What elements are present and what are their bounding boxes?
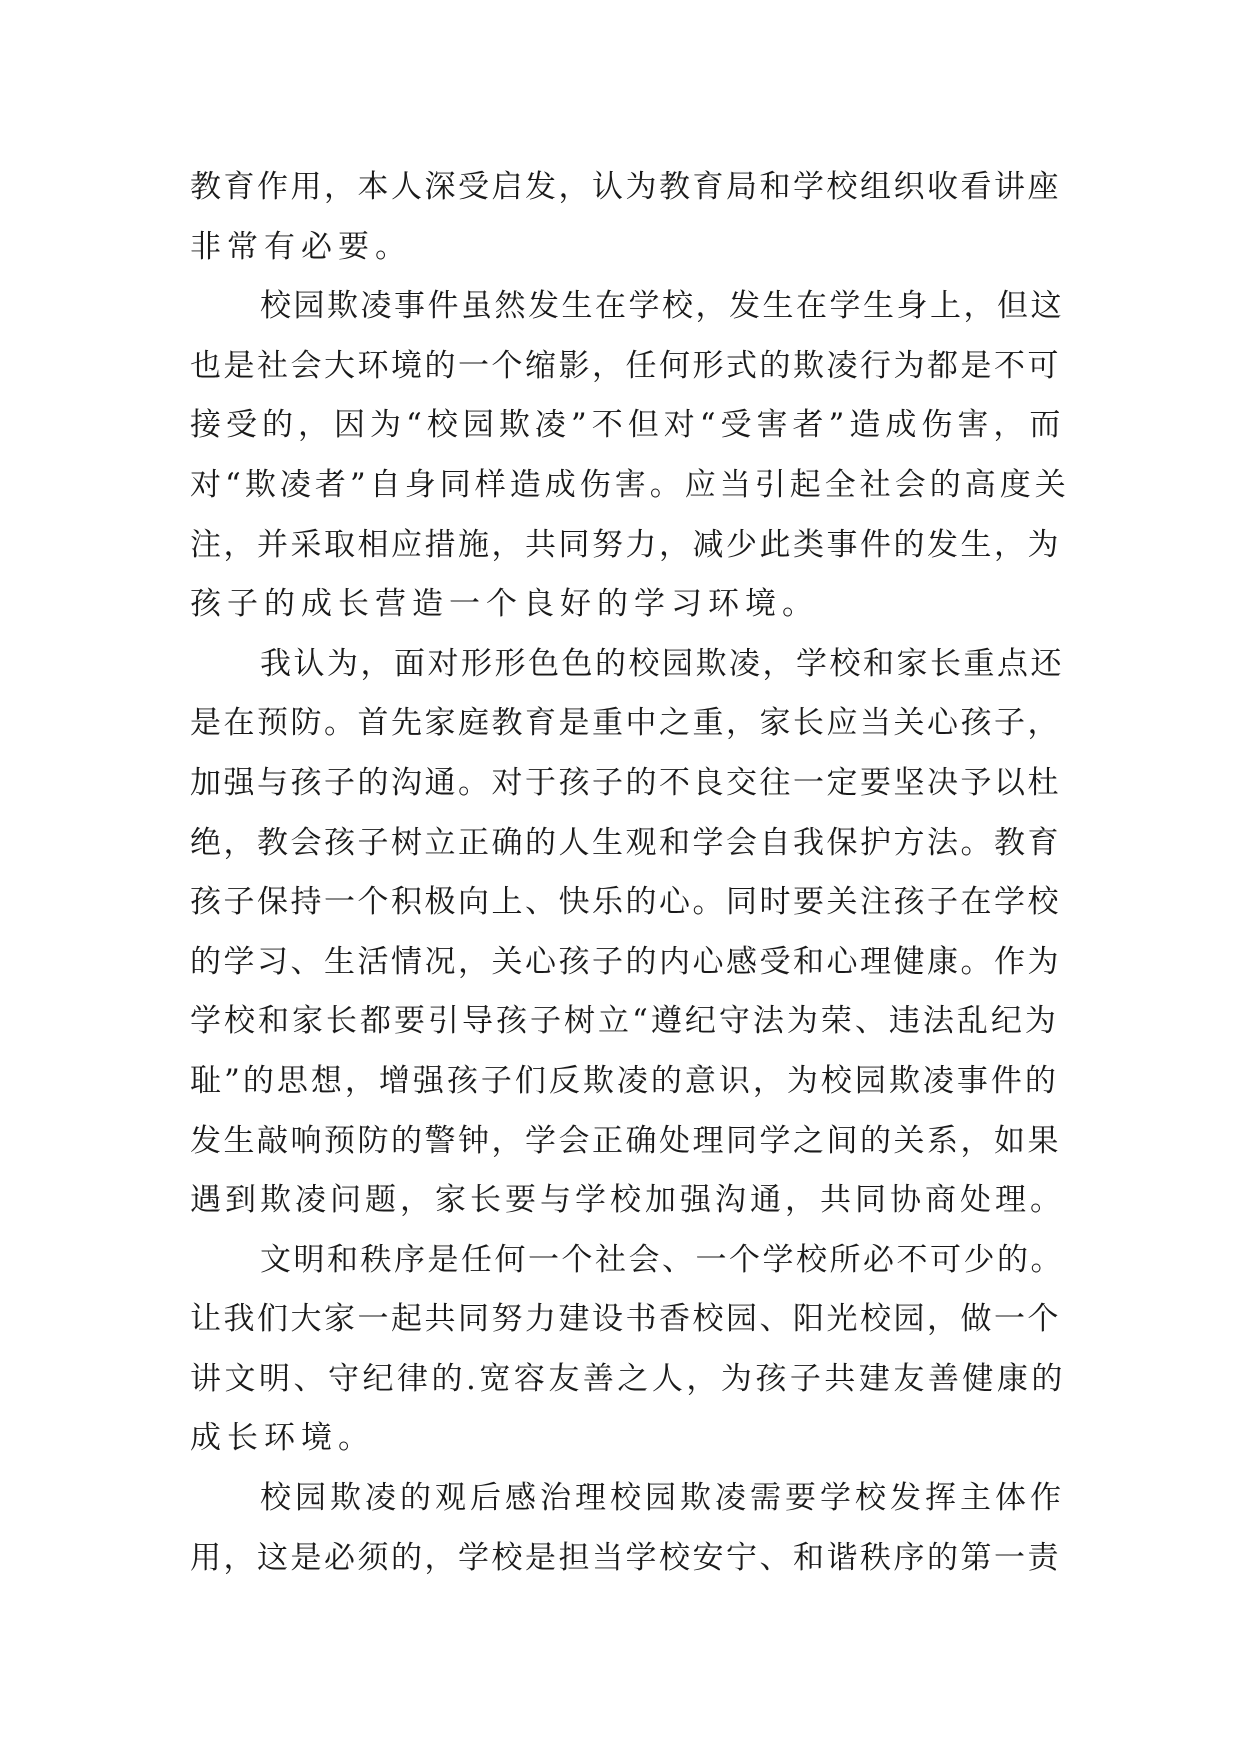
text-line: 发生敲响预防的警钟，学会正确处理同学之间的关系，如果 <box>190 1122 1061 1159</box>
text-line: 绝，教会孩子树立正确的人生观和学会自我保护方法。教育 <box>190 824 1061 861</box>
text-line: 孩子的成长营造一个良好的学习环境。 <box>190 586 819 623</box>
text-line: 对“欺凌者”自身同样造成伤害。应当引起全社会的高度关 <box>190 466 1070 503</box>
text-line: 孩子保持一个积极向上、快乐的心。同时要关注孩子在学校 <box>190 884 1061 921</box>
text-line: 是在预防。首先家庭教育是重中之重，家长应当关心孩子， <box>190 705 1061 742</box>
text-line: 耻”的思想，增强孩子们反欺凌的意识，为校园欺凌事件的 <box>190 1062 1059 1099</box>
text-line: 教育作用，本人深受启发，认为教育局和学校组织收看讲座 <box>190 169 1061 205</box>
text-line: 注，并采取相应措施，共同努力，减少此类事件的发生，为 <box>190 526 1061 563</box>
text-line: 用，这是必须的，学校是担当学校安宁、和谐秩序的第一责 <box>190 1539 1061 1576</box>
text-line: 校园欺凌的观后感治理校园欺凌需要学校发挥主体作 <box>260 1480 1065 1517</box>
text-line: 学校和家长都要引导孩子树立“遵纪守法为荣、违法乱纪为 <box>190 1003 1059 1040</box>
text-line: 成长环境。 <box>190 1420 375 1457</box>
text-line: 加强与孩子的沟通。对于孩子的不良交往一定要坚决予以杜 <box>190 764 1061 801</box>
text-line: 让我们大家一起共同努力建设书香校园、阳光校园，做一个 <box>190 1301 1061 1338</box>
text-line: 接受的，因为“校园欺凌”不但对“受害者”造成伤害，而 <box>190 407 1066 444</box>
text-line: 我认为，面对形形色色的校园欺凌，学校和家长重点还 <box>260 645 1064 682</box>
document-body <box>190 158 1070 1588</box>
text-line: 非常有必要。 <box>190 228 412 265</box>
text-line: 校园欺凌事件虽然发生在学校，发生在学生身上，但这 <box>260 288 1064 325</box>
text-line: 文明和秩序是任何一个社会、一个学校所必不可少的。 <box>260 1241 1064 1278</box>
text-line: 的学习、生活情况，关心孩子的内心感受和心理健康。作为 <box>190 943 1061 980</box>
text-line: 讲文明、守纪律的.宽容友善之人，为孩子共建友善健康的 <box>190 1360 1066 1397</box>
text-line: 也是社会大环境的一个缩影，任何形式的欺凌行为都是不可 <box>190 347 1061 384</box>
text-line: 遇到欺凌问题，家长要与学校加强沟通，共同协商处理。 <box>190 1182 1065 1219</box>
